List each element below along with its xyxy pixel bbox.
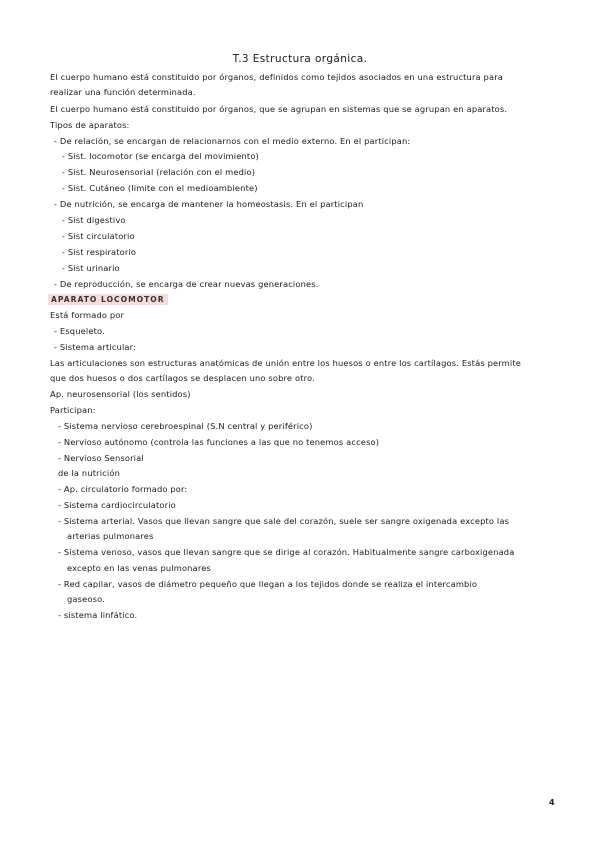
list-item: - Sist. Cutáneo (limite con el medioambiente) bbox=[62, 183, 258, 193]
text-line: El cuerpo humano está constituido por órganos, definidos como tejidos asociados en una estructura para bbox=[50, 72, 503, 82]
list-item: - Sistema articular: bbox=[54, 342, 137, 352]
list-item: - Ap. circulatorio formado por: bbox=[58, 484, 188, 494]
list-item: - Sistema nervioso cerebroespinal (S.N central y periférico) bbox=[58, 421, 313, 431]
list-item: - Sistema arterial. Vasos que llevan sangre que sale del corazón, suele ser sangre oxigenada excepto las bbox=[58, 516, 510, 526]
list-item: - De reproducción, se encarga de crear nuevas generaciones. bbox=[54, 279, 319, 289]
list-item: - Sist urinario bbox=[62, 263, 120, 273]
text-line: de la nutrición bbox=[58, 468, 120, 478]
text-line: Tipos de aparatos: bbox=[50, 120, 130, 130]
text-line: El cuerpo humano está constituido por órganos, que se agrupan en sistemas que se agrupan en aparatos. bbox=[50, 104, 508, 114]
page-number: 4 bbox=[549, 798, 555, 807]
section-heading-highlight: APARATO LOCOMOTOR bbox=[48, 294, 168, 305]
list-item: - Sist digestivo bbox=[62, 215, 126, 225]
list-item: - Esqueleto. bbox=[54, 326, 105, 336]
list-item: - Red capilar, vasos de diámetro pequeño que llegan a los tejidos donde se realiza el intercambio bbox=[58, 579, 478, 589]
page-title: T.3 Estructura orgánica. bbox=[232, 53, 368, 65]
text-line: Está formado por bbox=[50, 310, 125, 320]
section-heading bbox=[48, 294, 168, 305]
list-item: - Sist. locomotor (se encarga del movimiento) bbox=[62, 151, 259, 161]
list-item: - Nervioso Sensorial bbox=[58, 453, 144, 463]
list-item: - sistema linfático. bbox=[58, 610, 138, 620]
text-line: que dos huesos o dos cartílagos se desplacen uno sobre otro. bbox=[50, 373, 315, 383]
list-item: - Sist respiratorio bbox=[62, 247, 137, 257]
list-item: - De relación, se encargan de relacionarnos con el medio externo. En el participan: bbox=[54, 136, 411, 146]
text-line: Participan: bbox=[50, 405, 96, 415]
text-line: Las articulaciones son estructuras anatómicas de unión entre los huesos o entre los cartílagos. Estás permite bbox=[50, 358, 522, 368]
text-line: gaseoso. bbox=[67, 594, 105, 604]
list-item: - Sistema cardiocirculatorio bbox=[58, 500, 176, 510]
text-line: arterias pulmonares bbox=[67, 531, 154, 541]
list-item: - Nervioso autónomo (controla las funciones a las que no tenemos acceso) bbox=[58, 437, 380, 447]
list-item: - Sist circulatorio bbox=[62, 231, 135, 241]
list-item: - Sistema venoso, vasos que llevan sangre que se dirige al corazón. Habitualmente sangre carboxigenada bbox=[58, 547, 515, 557]
text-line: Ap. neurosensorial (los sentidos) bbox=[50, 389, 191, 399]
list-item: - De nutrición, se encarga de mantener la homeostasis. En el participan bbox=[54, 199, 364, 209]
list-item: - Sist. Neurosensorial (relación con el medio) bbox=[62, 167, 256, 177]
text-line: realizar una función determinada. bbox=[50, 87, 196, 97]
text-line: excepto en las venas pulmonares bbox=[67, 563, 211, 573]
